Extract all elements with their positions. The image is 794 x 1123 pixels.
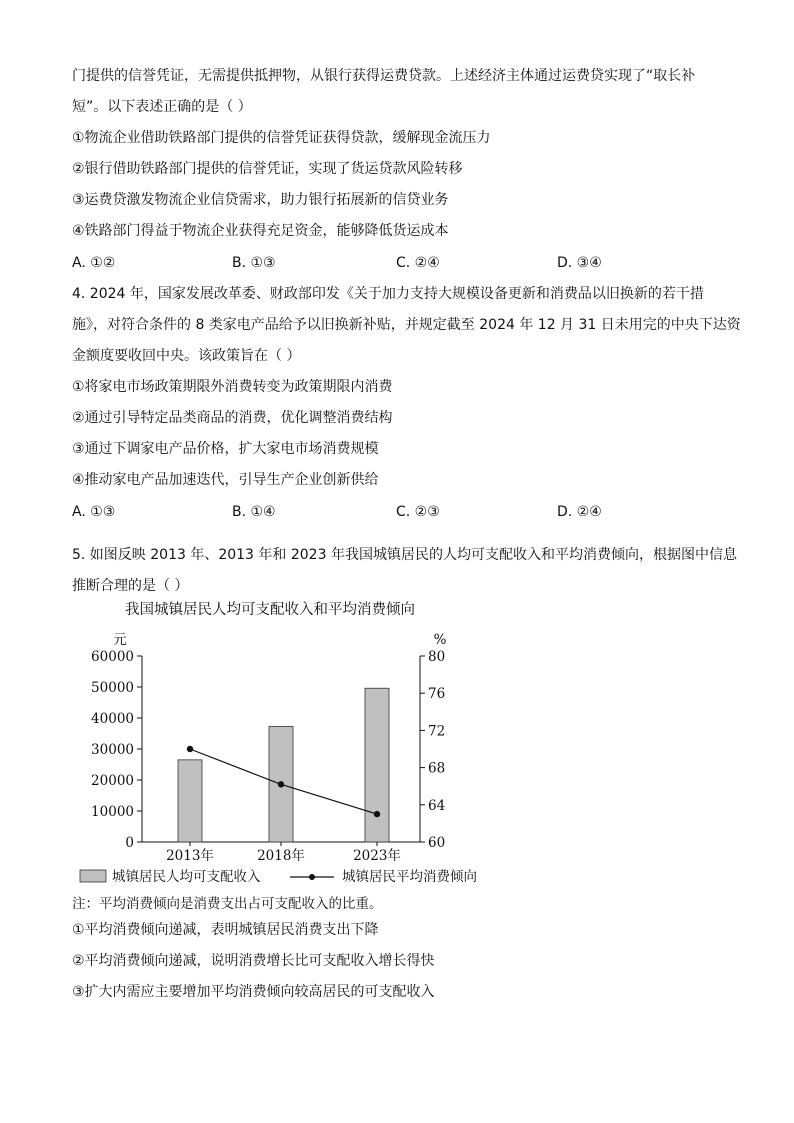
q4-option-c[interactable]: C. ②③ <box>396 504 440 520</box>
y-left-unit-label: 元 <box>113 632 127 648</box>
q3-item-4: ④铁路部门得益于物流企业获得充足资金，能够降低货运成本 <box>72 223 449 239</box>
q5-stem-line1: 5. 如图反映 2013 年、2013 年和 2023 年我国城镇居民的人均可支配收入和平均消费倾向，根据图中信息 <box>72 547 737 563</box>
chart-title: 我国城镇居民人均可支配收入和平均消费倾向 <box>125 602 415 618</box>
consumption-point-3 <box>374 811 380 817</box>
q3-item-3: ③运费贷激发物流企业信贷需求，助力银行拓展新的信贷业务 <box>72 192 449 208</box>
q4-item-4: ④推动家电产品加速迭代，引导生产企业创新供给 <box>72 472 379 488</box>
q4-option-d[interactable]: D. ②④ <box>557 504 602 520</box>
y-right-tick-label: 76 <box>428 686 446 703</box>
x-tick-label: 2018年 <box>257 848 305 864</box>
x-tick-label: 2023年 <box>353 848 401 864</box>
q3-option-b[interactable]: B. ①③ <box>232 255 276 271</box>
q3-option-c[interactable]: C. ②④ <box>396 255 440 271</box>
q3-item-1: ①物流企业借助铁路部门提供的信誉凭证获得贷款，缓解现金流压力 <box>72 130 491 146</box>
q3-option-a[interactable]: A. ①② <box>72 255 116 271</box>
q4-stem-line3: 金额度要收回中央。该政策旨在（ ） <box>72 348 301 364</box>
q4-stem-line2: 施》，对符合条件的 8 类家电产品给予以旧换新补贴，并规定截至 2024 年 12 月 31 日未用完的中央下达资 <box>72 317 741 333</box>
y-right-tick-label: 60 <box>428 835 446 851</box>
legend-bar-label: 城镇居民人均可支配收入 <box>112 869 261 885</box>
x-tick-label: 2013年 <box>166 848 214 864</box>
y-left-tick-label: 30000 <box>91 742 134 758</box>
y-left-tick-label: 40000 <box>91 711 134 727</box>
q4-item-3: ③通过下调家电产品价格，扩大家电市场消费规模 <box>72 441 379 457</box>
q5-item-1: ①平均消费倾向递减，表明城镇居民消费支出下降 <box>72 922 379 938</box>
q3-stem-line1: 门提供的信誉凭证，无需提供抵押物，从银行获得运费贷款。上述经济主体通过运费贷实现了“取长补 <box>72 68 696 84</box>
q5-item-2: ②平均消费倾向递减，说明消费增长比可支配收入增长得快 <box>72 953 435 969</box>
q3-item-2: ②银行借助铁路部门提供的信誉凭证，实现了货运贷款风险转移 <box>72 161 463 177</box>
income-bar-1 <box>178 760 202 842</box>
q5-stem-line2: 推断合理的是（ ） <box>72 578 189 594</box>
q3-option-d[interactable]: D. ③④ <box>557 255 602 271</box>
y-left-tick-label: 50000 <box>91 680 134 696</box>
legend-line-label: 城镇居民平均消费倾向 <box>342 869 477 885</box>
consumption-point-2 <box>278 781 284 787</box>
q4-item-2: ②通过引导特定品类商品的消费，优化调整消费结构 <box>72 410 393 426</box>
q4-stem-line1: 4. 2024 年，国家发展改革委、财政部印发《关于加力支持大规模设备更新和消费品以旧换新的若干措 <box>72 286 704 302</box>
y-left-tick-label: 0 <box>125 835 134 851</box>
q4-item-1: ①将家电市场政策期限外消费转变为政策期限内消费 <box>72 379 393 395</box>
legend-bar-swatch <box>80 870 106 882</box>
q3-stem-line2: 短”。以下表述正确的是（ ） <box>72 99 252 115</box>
income-consumption-chart <box>72 598 502 890</box>
legend-line-marker <box>309 874 315 880</box>
consumption-point-1 <box>187 746 193 752</box>
y-right-tick-label: 72 <box>428 723 446 740</box>
y-left-tick-label: 60000 <box>91 649 134 665</box>
q5-item-3: ③扩大内需应主要增加平均消费倾向较高居民的可支配收入 <box>72 984 435 1000</box>
q4-option-a[interactable]: A. ①③ <box>72 504 116 520</box>
income-bar-3 <box>365 688 389 842</box>
chart-note: 注：平均消费倾向是消费支出占可支配收入的比重。 <box>72 896 383 912</box>
y-right-tick-label: 80 <box>428 649 446 665</box>
y-right-unit-label: % <box>433 632 447 648</box>
y-right-tick-label: 64 <box>428 797 446 814</box>
q4-option-b[interactable]: B. ①④ <box>232 504 276 520</box>
y-left-tick-label: 10000 <box>91 804 134 820</box>
y-left-tick-label: 20000 <box>91 773 134 789</box>
y-right-tick-label: 68 <box>428 760 446 777</box>
